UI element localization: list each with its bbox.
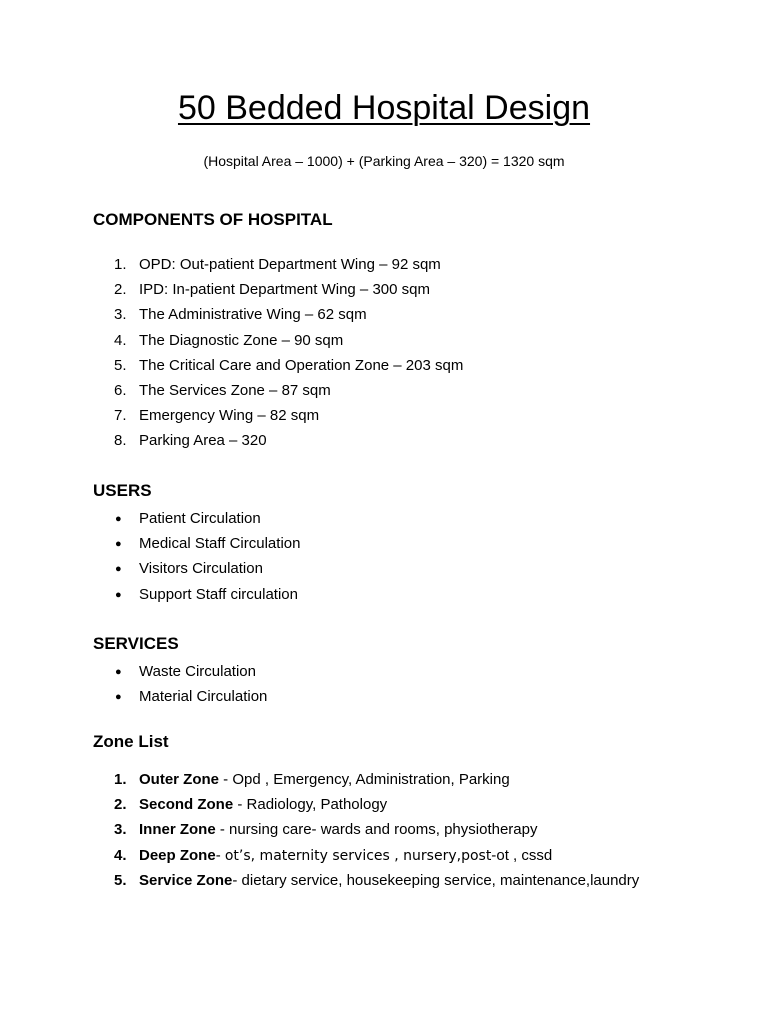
list-number: 3. — [114, 821, 127, 839]
list-item-text: Visitors Circulation — [139, 560, 263, 578]
list-number: 3. — [114, 306, 127, 324]
services-heading: SERVICES — [93, 634, 179, 653]
list-number: 4. — [114, 846, 127, 864]
bullet-icon: ● — [115, 588, 122, 601]
zone-name: Inner Zone — [139, 821, 216, 839]
zone-list-heading: Zone List — [93, 732, 169, 751]
list-item-text — [139, 871, 639, 891]
page-title: 50 Bedded Hospital Design — [177, 89, 591, 127]
list-number: 4. — [114, 331, 127, 349]
list-number: 8. — [114, 432, 127, 450]
list-item-text: Support Staff circulation — [139, 585, 298, 603]
bullet-icon: ● — [115, 538, 122, 551]
zone-description-alt: ot’s, maternity services , nursery,post- — [224, 847, 497, 864]
list-item-text: The Services Zone – 87 sqm — [139, 381, 331, 399]
zone-description-end: ot , cssd — [496, 846, 553, 864]
list-item-text: The Critical Care and Operation Zone – 203 sqm — [139, 356, 464, 374]
list-item-text: The Diagnostic Zone – 90 sqm — [139, 331, 344, 349]
list-item-text: Material Circulation — [139, 688, 268, 706]
zone-name: Deep Zone — [139, 846, 216, 864]
list-item-text — [139, 820, 537, 840]
zone-name: Service Zone — [139, 871, 233, 889]
list-item-text — [139, 795, 387, 815]
zone-description: - Opd , Emergency, Administration, Parking — [219, 771, 510, 788]
list-item-text: Waste Circulation — [139, 663, 256, 680]
zone-name: Second Zone — [139, 796, 234, 814]
zone-name: Outer Zone — [139, 771, 220, 788]
list-number: 2. — [114, 796, 127, 814]
zone-description: - Radiology, Pathology — [233, 796, 388, 814]
list-number: 1. — [114, 771, 127, 788]
list-number: 5. — [114, 356, 127, 374]
zone-description: - dietary service, housekeeping service, maintenance,laundry — [232, 871, 640, 889]
list-item-text: IPD: In-patient Department Wing – 300 sqm — [139, 281, 430, 299]
bullet-icon: ● — [115, 563, 122, 576]
users-heading: USERS — [93, 481, 152, 500]
list-item-text: Medical Staff Circulation — [139, 535, 301, 553]
list-number: 5. — [114, 871, 127, 889]
list-number: 1. — [114, 256, 127, 273]
zone-description: - nursing care- wards and rooms, physiotherapy — [215, 821, 538, 839]
area-summary: (Hospital Area – 1000) + (Parking Area – 320) = 1320 sqm — [203, 153, 565, 169]
list-item-text: The Administrative Wing – 62 sqm — [139, 306, 367, 324]
bullet-icon: ● — [115, 666, 122, 678]
list-item-text: Parking Area – 320 — [139, 432, 267, 450]
list-item-text: OPD: Out-patient Department Wing – 92 sqm — [139, 256, 441, 273]
list-number: 2. — [114, 281, 127, 299]
list-item-text: Patient Circulation — [139, 510, 261, 527]
list-item-text: Emergency Wing – 82 sqm — [139, 407, 320, 425]
list-number: 6. — [114, 381, 127, 399]
zone-description: - — [215, 846, 225, 864]
components-heading: COMPONENTS OF HOSPITAL — [93, 210, 333, 229]
list-item-text — [139, 770, 510, 790]
bullet-icon: ● — [115, 691, 122, 704]
list-number: 7. — [114, 407, 127, 425]
list-item-text — [139, 846, 552, 866]
bullet-icon: ● — [115, 513, 122, 525]
